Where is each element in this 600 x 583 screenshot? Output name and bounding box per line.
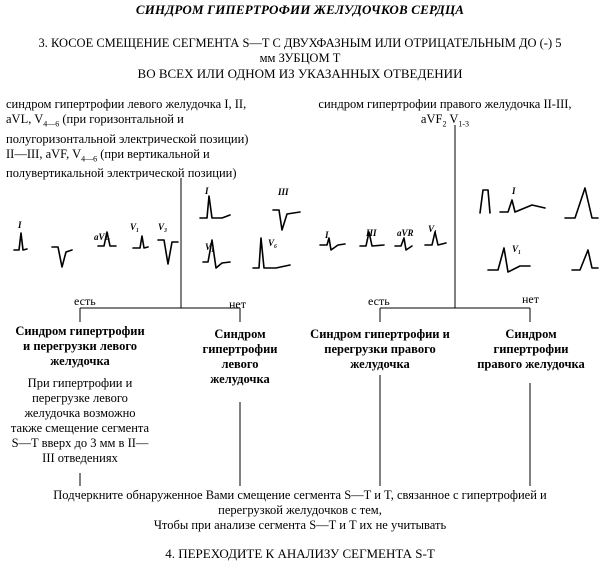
left-syndrome-line2: aVL, $V_{4—6}$ (при горизонтальной и: [6, 112, 184, 129]
ecg-far-right-4: [488, 248, 530, 272]
ecg-left-wave-2: [52, 247, 72, 267]
ecg-label: V₁: [205, 242, 215, 252]
step4-next: 4. ПЕРЕХОДИТЕ К АНАЛИЗУ СЕГМЕНТА S-T: [165, 546, 435, 561]
footer-line3: Чтобы при анализе сегмента S—T и T их не учитывать: [153, 518, 447, 532]
footer-instructions: [0, 488, 600, 533]
ecg-label: I: [205, 186, 209, 196]
rv-overload-title: Синдром гипертрофии и перегрузки правого желудочка: [310, 327, 450, 371]
ecg-label: I: [18, 220, 22, 230]
ecg-label: I: [325, 230, 329, 240]
ecg-far-right-3: [565, 188, 598, 218]
ecg-far-right-1: [480, 190, 490, 213]
step3-line2: мм ЗУБЦОМ T: [259, 51, 341, 65]
left-syndrome-line1: синдром гипертрофии левого желудочка I, II,: [6, 97, 247, 111]
lv-overload-note: При гипертрофии и перегрузке левого желудочка возможно также смещение сегмента S—T вверх до 3 мм в II— III отведениях: [10, 376, 150, 465]
left-syndrome-line5: полувертикальной электрической позиции): [6, 166, 237, 180]
footer-line1: Подчеркните обнаруженное Вами смещение сегмента S—T и T, связанное с гипертрофией и: [53, 488, 547, 502]
ecg-label: III: [366, 228, 377, 238]
ecg-right-i: [320, 238, 345, 250]
ecg-label: V₁: [130, 222, 140, 232]
ecg-far-right-5: [572, 250, 598, 270]
footer-line2: перегрузкой желудочков с тем,: [218, 503, 382, 517]
left-no-label: нет: [229, 297, 246, 311]
ecg-label: V₁: [428, 224, 438, 234]
ecg-label: V₁: [512, 244, 522, 254]
ecg-middle-i: [200, 196, 230, 218]
left-syndrome-text: [6, 97, 306, 181]
page-title: СИНДРОМ ГИПЕРТРОФИИ ЖЕЛУДОЧКОВ СЕРДЦА: [135, 2, 465, 17]
step3-header: [0, 36, 600, 81]
step3-line3: ВО ВСЕХ ИЛИ ОДНОМ ИЗ УКАЗАННЫХ ОТВЕДЕНИИ: [137, 66, 463, 81]
left-syndrome-line4: II—III, aVF, $V_{4—6}$ (при вертикальной и: [6, 146, 210, 163]
step3-line1: 3. КОСОЕ СМЕЩЕНИЕ СЕГМЕНТА S—T С ДВУХФАЗНЫМ ИЛИ ОТРИЦАТЕЛЬНЫМ ДО (-) 5: [38, 36, 562, 50]
ecg-label: aVR: [397, 228, 414, 238]
left-syndrome-line3: полугоризонтальной электрической позиции): [6, 131, 249, 146]
right-syndrome-line2: aVF$_2$ $V_{1-3}$: [420, 112, 470, 129]
lv-hyper-title: Синдром гипертрофии левого желудочка: [202, 327, 278, 386]
ecg-left-v1: [133, 236, 148, 248]
right-no-label: нет: [522, 292, 539, 306]
lv-overload-title: Синдром гипертрофии и перегрузки левого желудочка: [15, 324, 145, 368]
ecg-left-lead-i: [14, 233, 27, 250]
ecg-label: V₆: [268, 238, 278, 248]
ecg-label: V₃: [158, 222, 168, 232]
right-syndrome-text: [300, 97, 590, 132]
ecg-label: III: [278, 187, 289, 197]
ecg-label: I: [512, 186, 516, 196]
ecg-right-avr: [395, 238, 412, 250]
ecg-middle-iii: [273, 210, 300, 230]
ecg-label: aVL: [94, 232, 111, 242]
ecg-far-right-2: [500, 200, 545, 212]
rv-hyper-title: Синдром гипертрофии правого желудочка: [477, 327, 585, 371]
right-yes-label: есть: [368, 294, 390, 308]
right-syndrome-line1: синдром гипертрофии правого желудочка II-III,: [318, 97, 572, 111]
ecg-left-v3: [158, 240, 178, 264]
left-yes-label: есть: [74, 294, 96, 308]
